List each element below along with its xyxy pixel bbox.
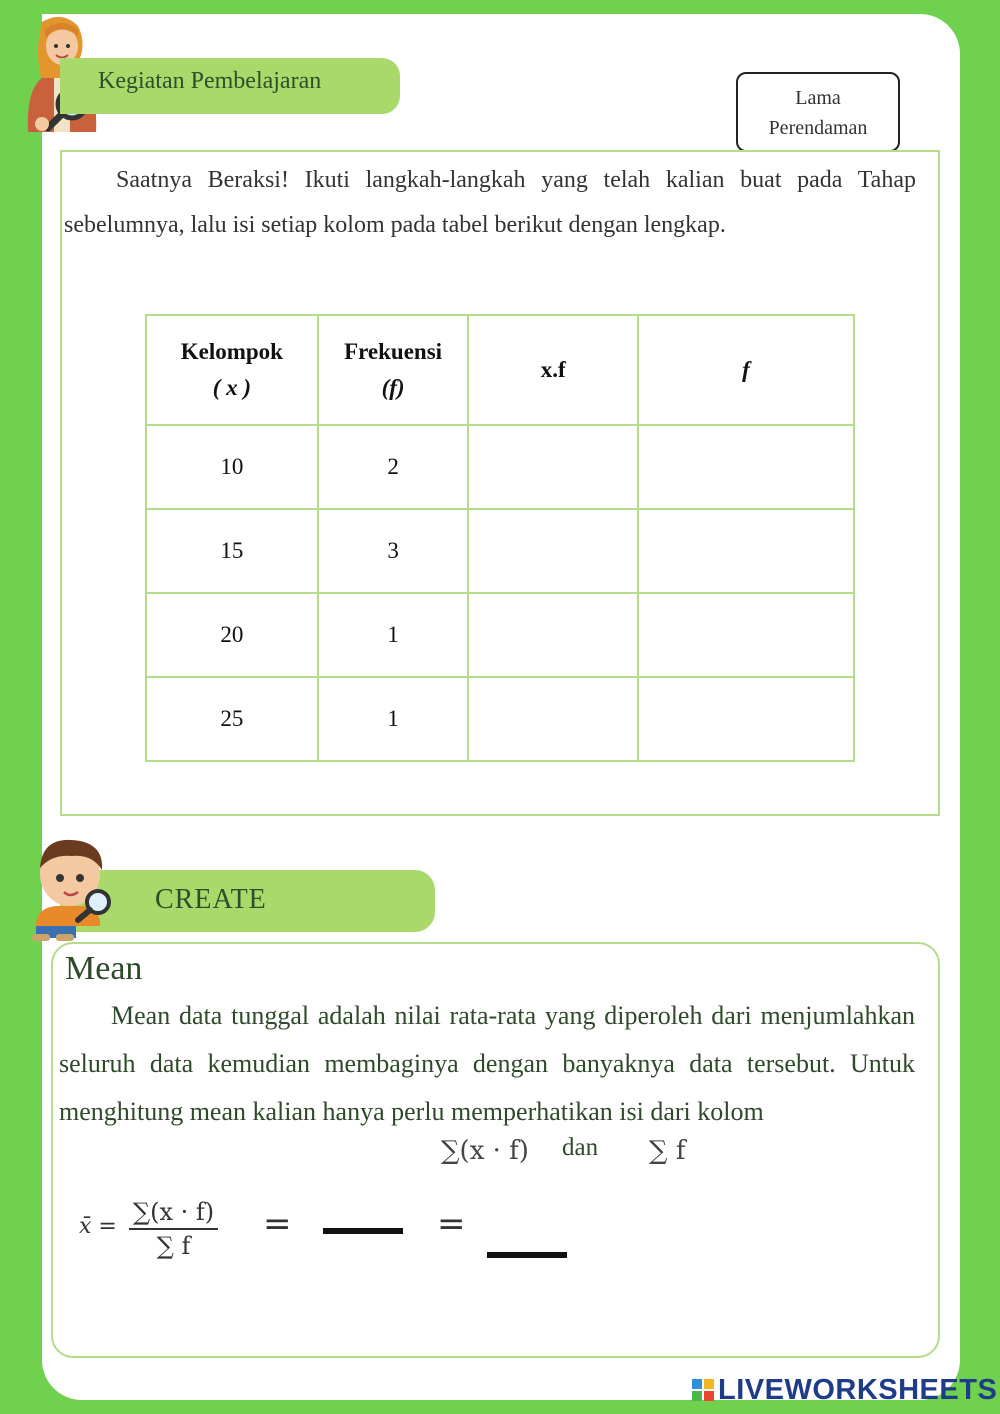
cell-sum-f-input[interactable]	[638, 425, 854, 509]
boy-mascot-icon	[26, 834, 116, 942]
dan-word: dan	[562, 1134, 599, 1161]
mean-fraction	[129, 1198, 218, 1260]
header-f: f	[638, 315, 854, 425]
cell-xf-input[interactable]	[468, 593, 637, 677]
table-row	[146, 593, 854, 677]
mean-title: Mean	[65, 950, 143, 987]
cell-xf-input[interactable]	[468, 509, 637, 593]
activity-instruction: Saatnya Beraksi! Ikuti langkah-langkah yang telah kalian buat pada Tahap sebelumnya, lalu isi setiap kolom pada tabel berikut dengan lengkap.	[64, 167, 916, 238]
cell-x: 15	[146, 509, 318, 593]
create-box	[51, 942, 940, 1358]
fraction-numerator: ∑(x · f)	[129, 1198, 218, 1230]
timer-box	[736, 72, 900, 152]
table-header-row	[146, 315, 854, 425]
equals-sign-2: =	[437, 1204, 466, 1244]
fraction-denominator: ∑ f	[156, 1232, 191, 1260]
cell-f: 2	[318, 425, 469, 509]
table-row	[146, 677, 854, 761]
cell-xf-input[interactable]	[468, 425, 637, 509]
table-row	[146, 509, 854, 593]
answer-blank-2[interactable]	[487, 1252, 567, 1258]
equals-sign-1: =	[263, 1204, 292, 1244]
cell-f: 3	[318, 509, 469, 593]
frequency-table	[145, 314, 855, 762]
cell-x: 20	[146, 593, 318, 677]
timer-box-line1: Lama	[795, 87, 841, 109]
cell-sum-f-input[interactable]	[638, 509, 854, 593]
liveworksheets-logo	[692, 1374, 997, 1406]
cell-sum-f-input[interactable]	[638, 677, 854, 761]
cell-x: 10	[146, 425, 318, 509]
section-label: Kegiatan Pembelajaran	[98, 68, 322, 94]
cell-f: 1	[318, 593, 469, 677]
header-xf: x.f	[468, 315, 637, 425]
logo-text: LIVEWORKSHEETS	[718, 1373, 998, 1406]
cell-f: 1	[318, 677, 469, 761]
timer-box-line2: Perendaman	[768, 117, 868, 139]
sum-f-symbol: ∑ f	[649, 1136, 686, 1166]
sum-xf-symbol: ∑(x · f)	[441, 1136, 529, 1166]
section-banner-create	[60, 870, 435, 932]
cell-x: 25	[146, 677, 318, 761]
answer-blank-1[interactable]	[323, 1228, 403, 1234]
mean-paragraph: Mean data tunggal adalah nilai rata-rata yang diperoleh dari menjumlahkan seluruh data kemudian membaginya dengan banyaknya data tersebut. Untuk menghitung mean kalian hanya perlu memperhatikan isi dari kolom	[59, 1001, 915, 1126]
section-banner-kegiatan	[60, 58, 400, 114]
logo-mark-icon	[692, 1379, 714, 1401]
create-label: CREATE	[155, 884, 267, 915]
mean-symbol: x̄ =	[79, 1214, 117, 1239]
header-kelompok: Kelompok ( x )	[146, 315, 318, 425]
header-frekuensi: Frekuensi (f)	[318, 315, 469, 425]
cell-xf-input[interactable]	[468, 677, 637, 761]
cell-sum-f-input[interactable]	[638, 593, 854, 677]
table-row	[146, 425, 854, 509]
